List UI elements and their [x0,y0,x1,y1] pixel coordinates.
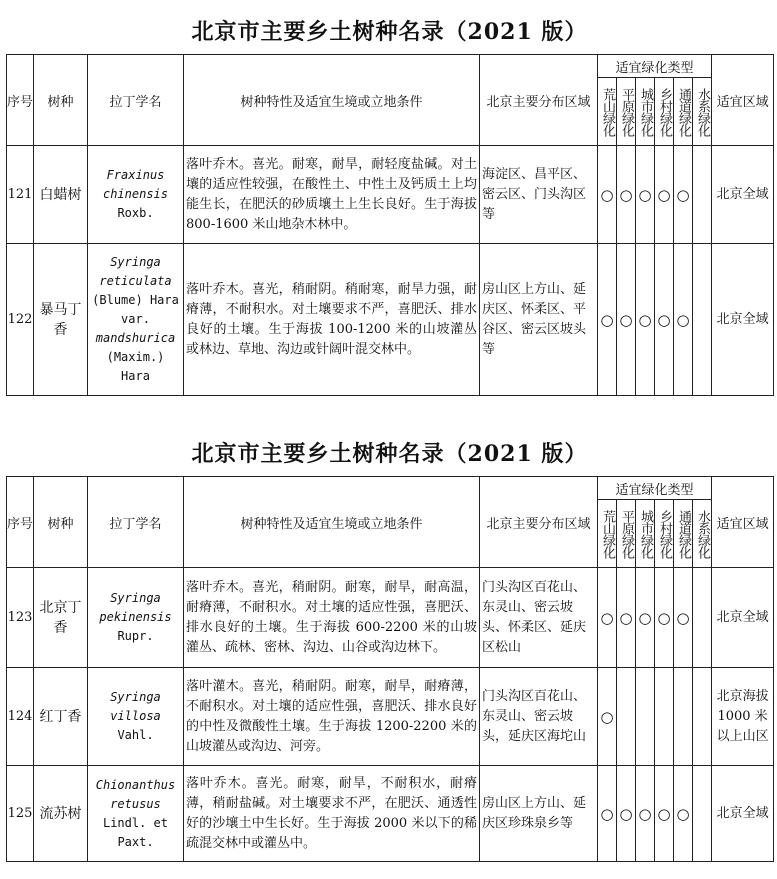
header-greening-type: 水系绿化 [693,500,712,568]
suitability-mark: ○ [655,244,674,396]
suitability-mark: ○ [598,668,617,766]
header-greening-type: 通道绿化 [674,500,693,568]
header-region: 适宜区域 [712,55,774,146]
suitability-mark: ○ [674,568,693,668]
species-features: 落叶乔木。喜光。耐寒，耐旱，不耐积水，耐瘠薄，稍耐盐碱。对土壤要求不严，在肥沃、通透性好的沙壤土中生长好。生于海拔 2000 米以下的稀疏混交林中或灌丛中。 [184,766,480,862]
header-features: 树种特性及适宜生境或立地条件 [184,55,480,146]
catalog-section-1 [6,18,773,396]
header-distribution: 北京主要分布区域 [480,477,598,568]
header-greening-group: 适宜绿化类型 [598,477,712,500]
suitability-mark [617,668,636,766]
distribution: 海淀区、昌平区、密云区、门头沟区等 [480,146,598,244]
distribution: 房山区上方山、延庆区、怀柔区、平谷区、密云区坡头等 [480,244,598,396]
header-greening-group: 适宜绿化类型 [598,55,712,78]
suitability-mark: ○ [617,766,636,862]
species-name: 北京丁香 [34,568,88,668]
suitability-mark [674,668,693,766]
page-title: 北京市主要乡土树种名录（2021 版） [191,19,588,45]
suitability-mark: ○ [617,244,636,396]
header-distribution: 北京主要分布区域 [480,55,598,146]
suitability-mark [693,766,712,862]
suitability-mark [693,146,712,244]
species-features: 落叶乔木。喜光。耐寒，耐旱，耐轻度盐碱。对土壤的适应性较强，在酸性土、中性土及钙质土上均能生长，在肥沃的砂质壤土上生长良好。生于海拔 800-1600 米山地杂木林中。 [184,146,480,244]
header-greening-type: 通道绿化 [674,78,693,146]
page-title: 北京市主要乡土树种名录（2021 版） [191,441,588,467]
header-latin: 拉丁学名 [88,477,184,568]
suitability-mark [655,668,674,766]
suitability-mark: ○ [598,766,617,862]
species-features: 落叶乔木。喜光，稍耐阴。耐寒，耐旱，耐高温，耐瘠薄，不耐积水。对土壤的适应性强，喜肥沃、排水良好的土壤。生于海拔 600-2200 米的山坡灌丛、疏林、密林、沟边、山谷或沟边林下。 [184,568,480,668]
header-species: 树种 [34,55,88,146]
header-greening-type: 荒山绿化 [598,500,617,568]
header-greening-type: 平原绿化 [617,78,636,146]
suitable-region: 北京全域 [712,568,774,668]
suitability-mark: ○ [636,146,655,244]
suitability-mark [636,668,655,766]
suitability-mark: ○ [655,146,674,244]
species-name: 流苏树 [34,766,88,862]
header-latin: 拉丁学名 [88,55,184,146]
table-row [7,668,774,766]
table-row [7,146,774,244]
suitability-mark [693,568,712,668]
latin-name: Fraxinus chinensis Roxb. [88,146,184,244]
suitability-mark: ○ [617,146,636,244]
suitability-mark: ○ [617,568,636,668]
suitability-mark [693,244,712,396]
distribution: 门头沟区百花山、东灵山、密云坡头、怀柔区、延庆区松山 [480,568,598,668]
header-greening-type: 荒山绿化 [598,78,617,146]
latin-name: Syringa villosa Vahl. [88,668,184,766]
suitability-mark: ○ [636,766,655,862]
suitability-mark: ○ [598,146,617,244]
suitability-mark [693,668,712,766]
species-table [6,54,774,396]
header-region: 适宜区域 [712,477,774,568]
suitable-region: 北京全域 [712,244,774,396]
table-row [7,244,774,396]
row-index: 125 [7,766,34,862]
header-index: 序号 [7,477,34,568]
catalog-section-2 [6,440,773,862]
distribution: 房山区上方山、延庆区珍珠泉乡等 [480,766,598,862]
suitable-region: 北京全域 [712,146,774,244]
table-row [7,766,774,862]
header-index: 序号 [7,55,34,146]
header-greening-type: 水系绿化 [693,78,712,146]
species-features: 落叶乔木。喜光，稍耐阴。稍耐寒，耐旱力强，耐瘠薄，不耐积水。对土壤要求不严，喜肥沃、排水良好的土壤。生于海拔 100-1200 米的山坡灌丛或林边、草地、沟边或针阔叶混交林中。 [184,244,480,396]
suitability-mark: ○ [598,568,617,668]
header-species: 树种 [34,477,88,568]
suitability-mark: ○ [598,244,617,396]
latin-name: Syringa pekinensis Rupr. [88,568,184,668]
species-name: 暴马丁香 [34,244,88,396]
suitability-mark: ○ [674,146,693,244]
suitability-mark: ○ [674,244,693,396]
header-greening-type: 城市绿化 [636,78,655,146]
suitability-mark: ○ [655,568,674,668]
distribution: 门头沟区百花山、东灵山、密云坡头，延庆区海坨山 [480,668,598,766]
header-greening-type: 乡村绿化 [655,500,674,568]
latin-name: Syringa reticulata (Blume) Hara var. mandshurica (Maxim.) Hara [88,244,184,396]
table-row [7,568,774,668]
row-index: 121 [7,146,34,244]
species-table [6,476,774,862]
suitability-mark: ○ [636,244,655,396]
suitability-mark: ○ [655,766,674,862]
row-index: 122 [7,244,34,396]
latin-name: Chionanthus retusus Lindl. et Paxt. [88,766,184,862]
header-greening-type: 乡村绿化 [655,78,674,146]
species-name: 红丁香 [34,668,88,766]
suitable-region: 北京海拔1000 米以上山区 [712,668,774,766]
species-name: 白蜡树 [34,146,88,244]
suitability-mark: ○ [636,568,655,668]
row-index: 124 [7,668,34,766]
suitability-mark: ○ [674,766,693,862]
header-greening-type: 平原绿化 [617,500,636,568]
header-features: 树种特性及适宜生境或立地条件 [184,477,480,568]
suitable-region: 北京全域 [712,766,774,862]
species-features: 落叶灌木。喜光，稍耐阴。耐寒，耐旱，耐瘠薄，不耐积水。对土壤的适应性强，喜肥沃、排水良好的中性及微酸性土壤。生于海拔 1200-2200 米的山坡灌丛或沟边、河旁。 [184,668,480,766]
row-index: 123 [7,568,34,668]
header-greening-type: 城市绿化 [636,500,655,568]
